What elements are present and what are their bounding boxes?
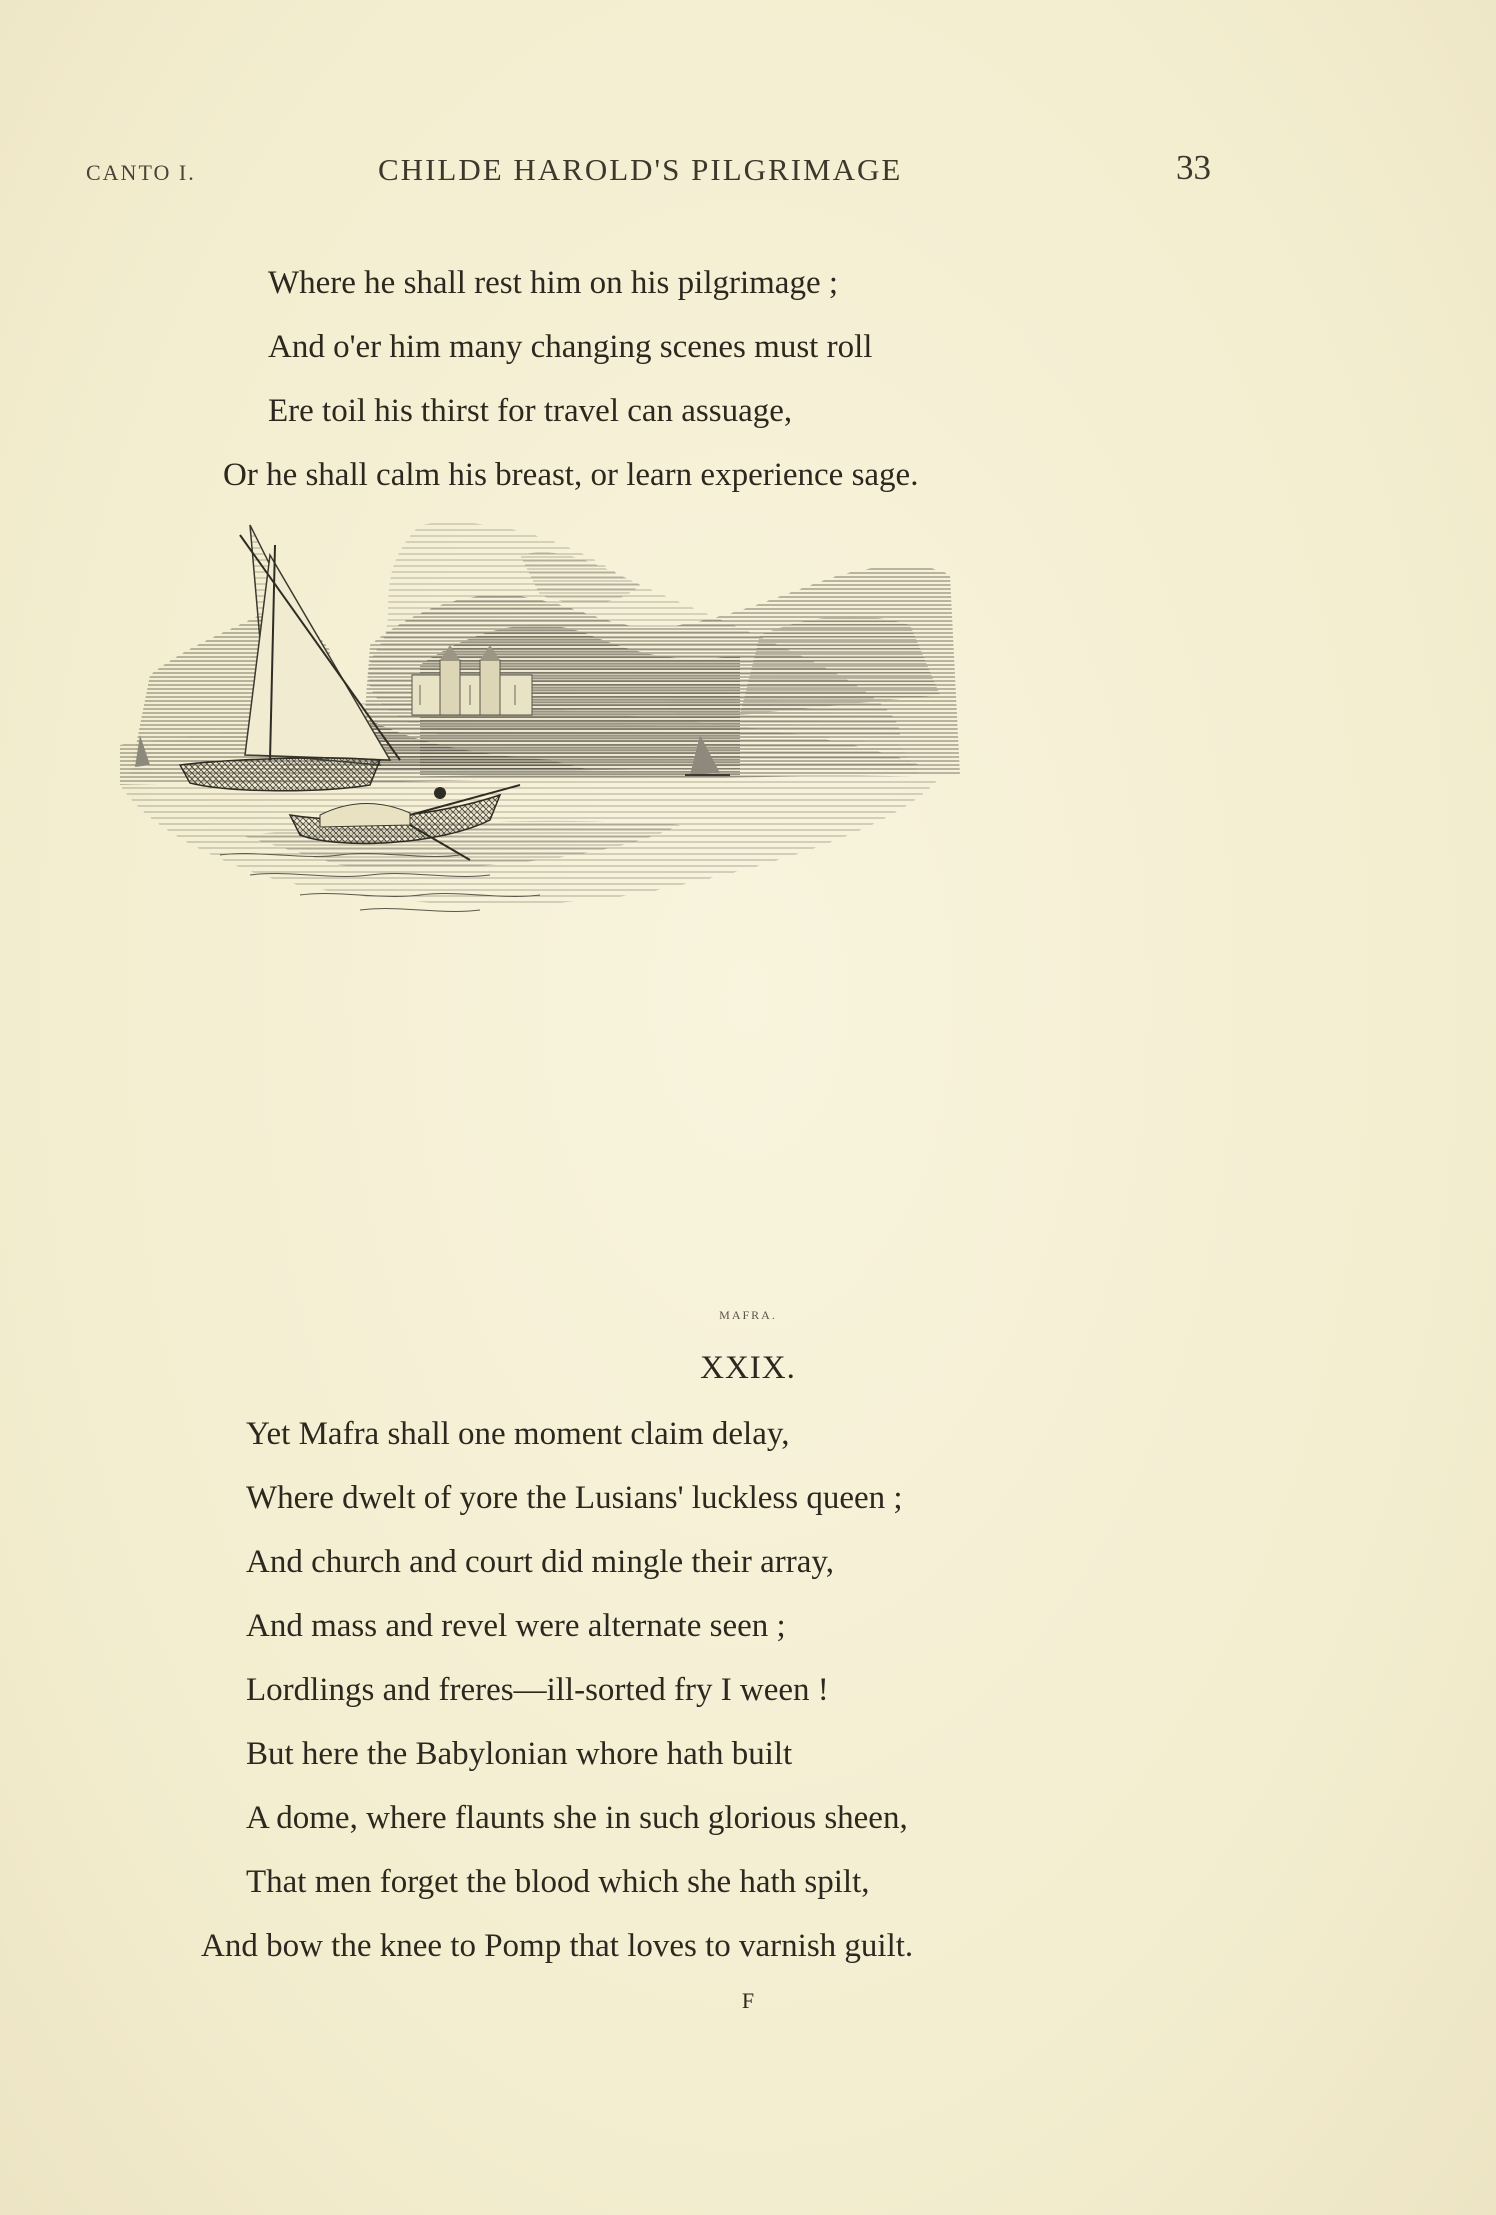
verse-line: Ere toil his thirst for travel can assuage, [268, 393, 793, 429]
stanza-line: And bow the knee to Pomp that loves to varnish guilt. [201, 1928, 914, 1964]
stanza-line: Where dwelt of yore the Lusians' luckless queen ; [246, 1480, 903, 1516]
illustration-caption: MAFRA. [719, 1308, 777, 1322]
page-number: 33 [1176, 148, 1211, 187]
signature-mark: F [741, 1988, 755, 2013]
book-title: CHILDE HAROLD'S PILGRIMAGE [378, 152, 903, 187]
stanza-number: XXIX. [700, 1350, 796, 1386]
running-head [0, 148, 1496, 192]
stanza-line: Yet Mafra shall one moment claim delay, [246, 1416, 790, 1452]
stanza-line: That men forget the blood which she hath spilt, [246, 1864, 870, 1900]
stanza-line: Lordlings and freres—ill-sorted fry I ween ! [246, 1672, 829, 1708]
verse-line: And o'er him many changing scenes must roll [268, 329, 873, 365]
canto-label: CANTO I. [86, 160, 196, 185]
verse-line: Where he shall rest him on his pilgrimage ; [268, 265, 839, 301]
stanza-xxix [0, 1402, 1496, 1978]
stanza-line: And mass and revel were alternate seen ; [246, 1608, 786, 1644]
mafra-engraving-image [120, 515, 1190, 1295]
stanza-line: And church and court did mingle their array, [246, 1544, 834, 1580]
verse-top [0, 251, 1496, 507]
water [120, 774, 940, 905]
verse-line: Or he shall calm his breast, or learn experience sage. [223, 457, 919, 493]
stanza-line: But here the Babylonian whore hath built [246, 1736, 793, 1772]
stanza-line: A dome, where flaunts she in such glorious sheen, [246, 1800, 908, 1836]
